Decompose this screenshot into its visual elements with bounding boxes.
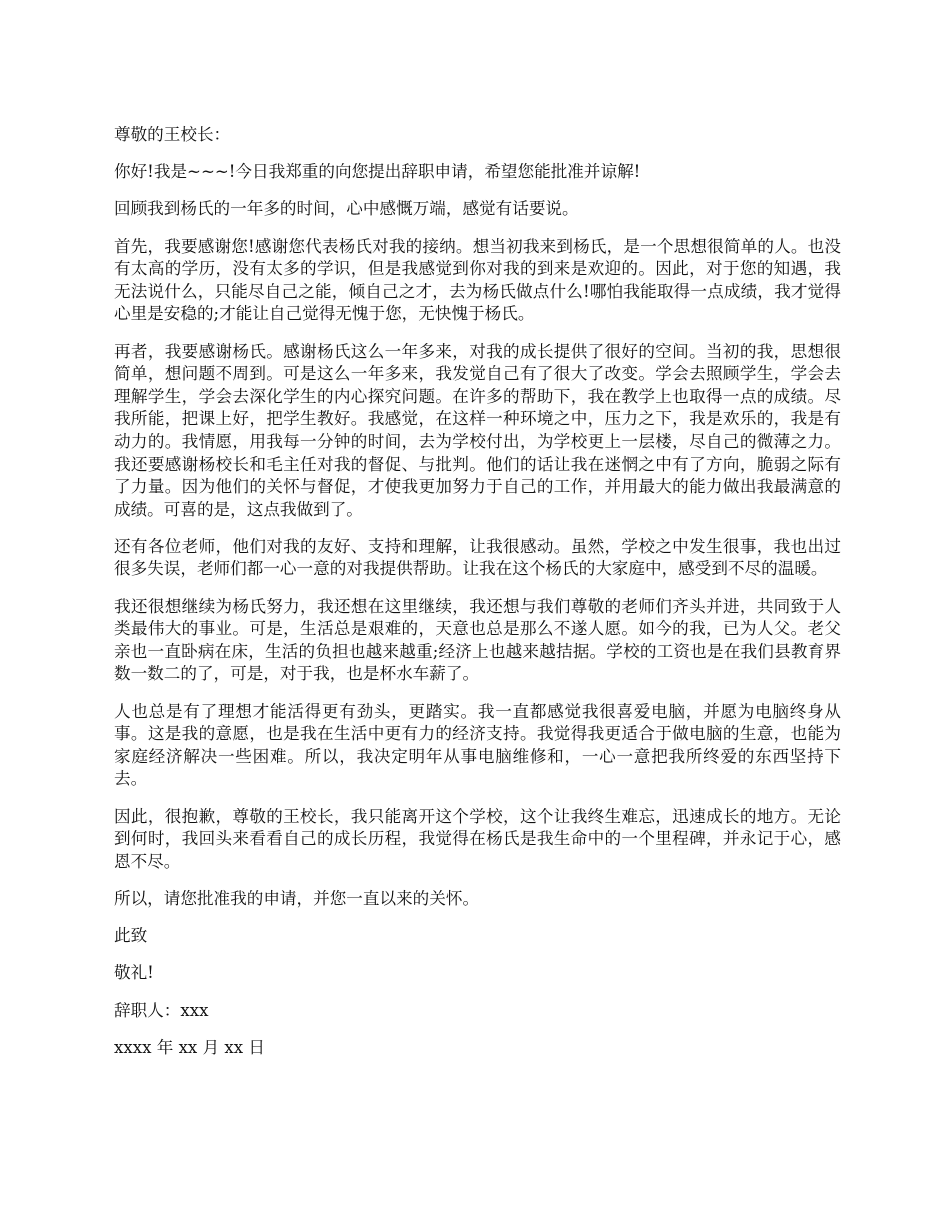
paragraph-reasons: 我还很想继续为杨氏努力，我还想在这里继续，我还想与我们尊敬的老师们齐头并进，共同致于人类最伟大的事业。可是，生活总是艰难的，天意也总是那么不遂人愿。如今的我，已为人父。老父亲也一直卧病在床，生活的负担也越来越重;经济上也越来越拮据。学校的工资也是在我们县教育界数一数二的了，可是，对于我，也是杯水车薪了。 [114, 596, 841, 684]
date-line: xxxx 年 xx 月 xx 日 [114, 1037, 266, 1057]
signature: 辞职人：xxx [114, 1000, 209, 1020]
paragraph-thanks-school: 再者，我要感谢杨氏。感谢杨氏这么一年多来，对我的成长提供了很好的空间。当初的我，思想很简单，想问题不周到。可是这么一年多来，我发觉自己有了很大了改变。学会去照顾学生，学会去理解学生，学会去深化学生的内心探究问题。在许多的帮助下，我在教学上也取得一点的成绩。尽我所能，把课上好，把学生教好。我感觉，在这样一种环境之中，压力之下，我是欢乐的，我是有动力的。我情愿，用我每一分钟的时间，去为学校付出，为学校更上一层楼，尽自己的微薄之力。我还要感谢杨校长和毛主任对我的督促、与批判。他们的话让我在迷惘之中有了方向，脆弱之际有了力量。因为他们的关怀与督促，才使我更加努力于自己的工作，并用最大的能力做出我最满意的成绩。可喜的是，这点我做到了。 [114, 341, 841, 519]
closing-line-2: 敬礼! [114, 963, 154, 983]
paragraph-greeting: 你好!我是~~~!今日我郑重的向您提出辞职申请，希望您能批准并谅解! [114, 162, 641, 182]
paragraph-ideals: 人也总是有了理想才能活得更有劲头，更踏实。我一直都感觉我很喜爱电脑，并愿为电脑终身从事。这是我的意愿，也是我在生活中更有力的经济支持。我觉得我更适合于做电脑的生意，也能为家庭经济解决一些困难。所以，我决定明年从事电脑维修和，一心一意把我所终爱的东西坚持下去。 [114, 701, 841, 789]
salutation: 尊敬的王校长： [114, 125, 231, 144]
paragraph-thanks-principal: 首先，我要感谢您!感谢您代表杨氏对我的接纳。想当初我来到杨氏，是一个思想很简单的人。也没有太高的学历，没有太多的学识，但是我感觉到你对我的到来是欢迎的。因此，对于您的知遇，我无法说什么，只能尽自己之能，倾自己之才，去为杨氏做点什么!哪怕我能取得一点成绩，我才觉得心里是安稳的;才能让自己觉得无愧于您，无快愧于杨氏。 [114, 236, 841, 324]
closing-line-1: 此致 [114, 926, 148, 946]
paragraph-thanks-teachers: 还有各位老师，他们对我的友好、支持和理解，让我很感动。虽然，学校之中发生很事，我也出过很多失误，老师们都一心一意的对我提供帮助。让我在这个杨氏的大家庭中，感受到不尽的温暖。 [114, 536, 841, 579]
paragraph-review: 回顾我到杨氏的一年多的时间，心中感慨万端，感觉有话要说。 [114, 199, 579, 219]
paragraph-apology: 因此，很抱歉，尊敬的王校长，我只能离开这个学校，这个让我终生难忘，迅速成长的地方。无论到何时，我回头来看看自己的成长历程，我觉得在杨氏是我生命中的一个里程碑，并永记于心，感恩不尽。 [114, 806, 841, 871]
paragraph-request: 所以，请您批准我的申请，并您一直以来的关怀。 [114, 888, 480, 908]
letter-body [114, 124, 841, 1074]
